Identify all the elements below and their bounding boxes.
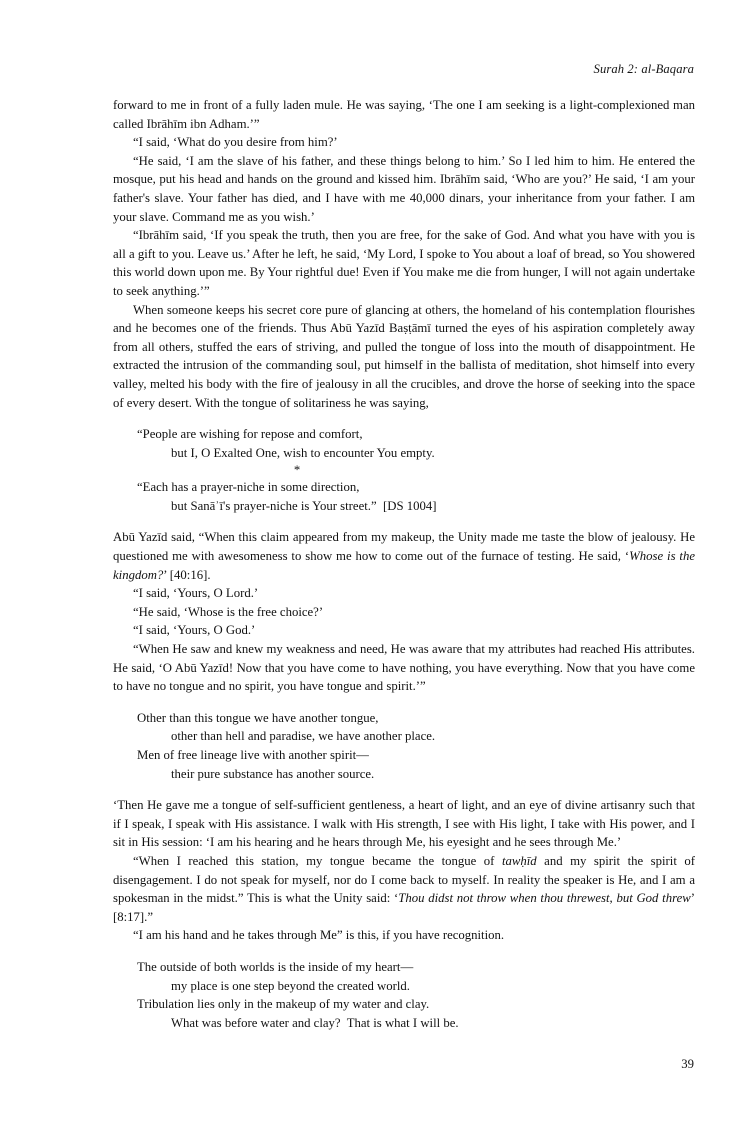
paragraph-12 (113, 852, 695, 926)
verse-line: but I, O Exalted One, wish to encounter You empty. (171, 445, 435, 460)
verse-line: What was before water and clay? That is what I will be. (171, 1015, 459, 1030)
paragraph-8: “He said, ‘Whose is the free choice?’ (133, 604, 324, 619)
paragraph-5: When someone keeps his secret core pure of glancing at others, the homeland of his contemplation flourishes and he becomes one of the friends. Thus Abū Yazīd Baṣṭāmī turned the eyes of his aspiration completely away from all others, stuffed the ears of striving, and pulled the tongue of loss into the mouth of disappointment. He extracted the intrusion of the commanding soul, put himself in the ballista of meditation, shot himself into every valley, melted his body with the fire of jealousy in all the crucibles, and drove the horse of seeking into the space of every desert. With the tongue of solitariness he was saying, (113, 302, 695, 410)
page-number: 39 (681, 1057, 694, 1071)
paragraph-1: forward to me in front of a fully laden mule. He was saying, ‘The one I am seeking is a light-complexioned man called Ibrāhīm ibn Adham.’” (113, 98, 695, 131)
verse-block-3 (113, 958, 695, 1032)
paragraph-11: ‘Then He gave me a tongue of self-sufficient gentleness, a heart of light, and an eye of divine artisanry such that if I speak, I speak with His assistance. I walk with His strength, I see with His light, I take with His power, and I sit in His session: ‘I am his hearing and he hears through Me, his eyesight and he sees through Me.’ (113, 798, 695, 850)
verse-line: Tribulation lies only in the makeup of my water and clay. (137, 997, 430, 1012)
quran-quote-40-16: Whose is the kingdom? (113, 549, 695, 582)
verse-line: “People are wishing for repose and comfort, (137, 427, 363, 442)
paragraph-2: “I said, ‘What do you desire from him?’ (133, 135, 338, 150)
quran-quote-8-17: Thou didst not throw when thou threwest, but God threw (398, 891, 691, 906)
paragraph-12-text-b: and my spirit the spirit of disengagement. I do not speak for myself, nor do I come back to myself. In reality the speaker is He, and I am a spokesman in the midst.” This is what the Unity said: ‘ (113, 853, 695, 906)
paragraph-3: “He said, ‘I am the slave of his father, and these things belong to him.’ So I led him to him. He entered the mosque, put his head and hands on the ground and kissed him. Ibrāhīm said, ‘Who are you?’ He said, ‘I am your father's slave. Your father has died, and I have with me 40,000 dinars, your inheritance from your father. I am your slave. Command me as you wish.’ (113, 153, 695, 224)
verse-line: other than hell and paradise, we have another place. (171, 729, 436, 744)
paragraph-12-text-c: ’ [8:17].” (113, 891, 695, 924)
verse-block-2 (113, 709, 695, 783)
verse-line: my place is one step beyond the created world. (171, 978, 410, 993)
paragraph-9: “I said, ‘Yours, O God.’ (133, 623, 256, 638)
paragraph-7: “I said, ‘Yours, O Lord.’ (133, 586, 259, 601)
verse-line: The outside of both worlds is the inside of my heart— (137, 959, 414, 974)
paragraph-4: “Ibrāhīm said, ‘If you speak the truth, then you are free, for the sake of God. And what you have with you is all a gift to you. Leave us.’ After he left, he said, ‘My Lord, I spoke to You about a loaf of bread, so You showered this world down upon me. By Your rightful due! Even if You make me die from hunger, I will not again undertake to seek anything.’” (113, 228, 696, 298)
verse-line: their pure substance has another source. (171, 766, 375, 781)
verse-line: but Sanāʾī's prayer-niche is Your street.” [DS 1004] (171, 498, 437, 513)
term-tawhid: tawḥīd (501, 853, 537, 868)
verse-line: Other than this tongue we have another tongue, (137, 710, 379, 725)
verse-separator: * (293, 463, 301, 478)
verse-line: “Each has a prayer-niche in some direction, (137, 480, 360, 495)
paragraph-6-text-a: Abū Yazīd said, “When this claim appeared from my makeup, the Unity made me taste the blow of jealousy. He questioned me with awesomeness to show me how to come out of the furnace of testing. He said, ‘ (113, 530, 695, 564)
verse-block-1 (113, 425, 695, 515)
running-head: Surah 2: al-Baqara (593, 62, 694, 76)
paragraph-12-text-a: “When I reached this station, my tongue became the tongue of (133, 853, 502, 868)
page-text-block (113, 96, 695, 1045)
paragraph-13: “I am his hand and he takes through Me” is this, if you have recognition. (133, 928, 505, 943)
paragraph-6-text-b: ’ [40:16]. (163, 567, 211, 582)
paragraph-6 (113, 528, 695, 584)
paragraph-10: “When He saw and knew my weakness and need, He was aware that my attributes had reached His attributes. He said, ‘O Abū Yazīd! Now that you have come to have nothing, you have everything. Now that you have come to have no tongue and no spirit, you have tongue and spirit.’” (113, 642, 695, 694)
verse-line: Men of free lineage live with another spirit— (137, 748, 369, 762)
